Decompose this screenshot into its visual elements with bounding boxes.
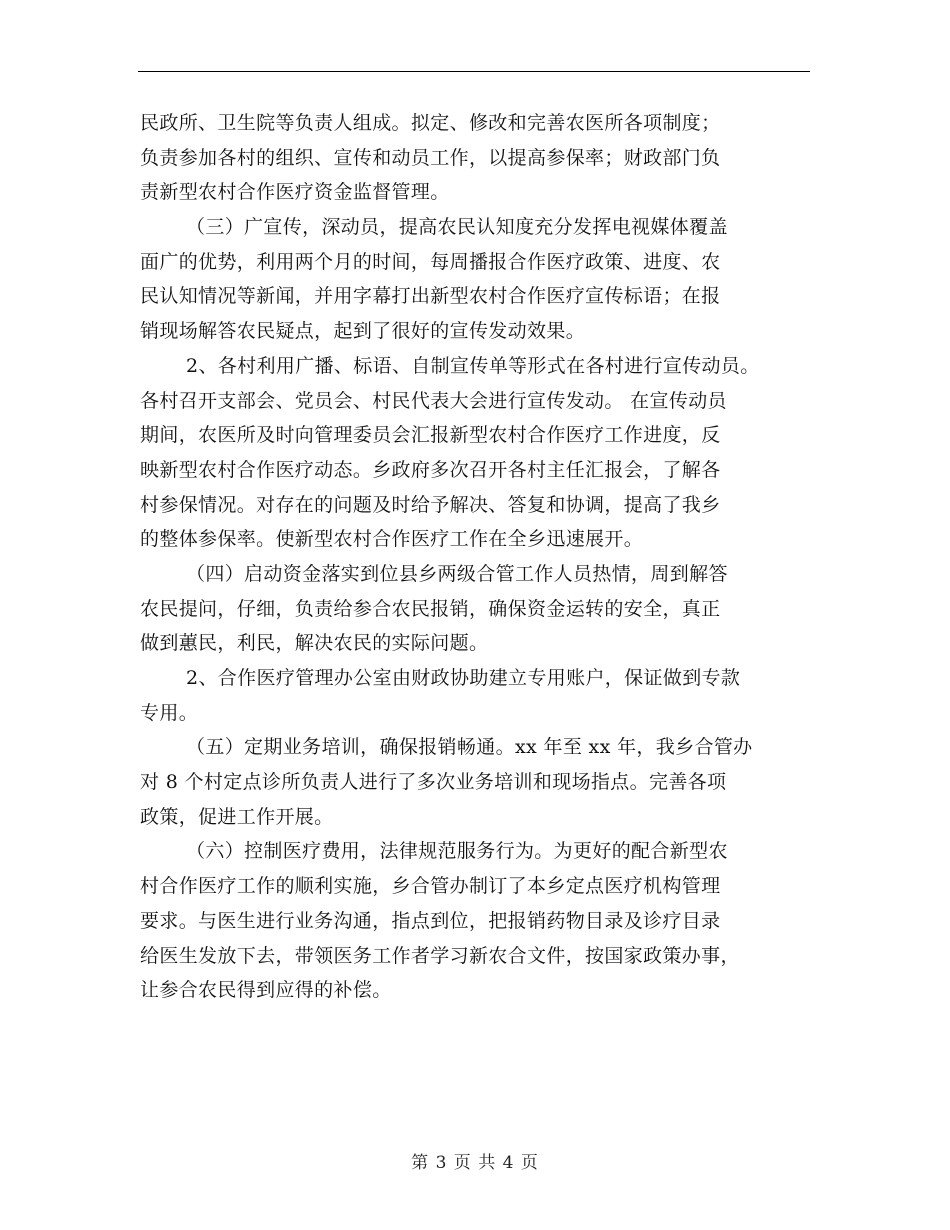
text-line: 期间，农医所及时向管理委员会汇报新型农村合作医疗工作进度，反 — [140, 424, 721, 447]
text-line: 让参合农民得到应得的补偿。 — [140, 979, 392, 1002]
text-line: 专用。 — [140, 701, 199, 724]
text-line: 各村召开支部会、党员会、村民代表大会进行宣传发动。 在宣传动员 — [140, 389, 727, 412]
text-line: 面广的优势，利用两个月的时间，每周播报合作医疗政策、进度、农 — [140, 250, 721, 273]
text-line: 负责参加各村的组织、宣传和动员工作，以提高参保率；财政部门负 — [140, 146, 721, 169]
text-line: （四）启动资金落实到位县乡两级合管工作人员热情，周到解答 — [186, 562, 728, 585]
text-line: 给医生发放下去，带领医务工作者学习新农合文件，按国家政策办事， — [140, 944, 740, 967]
text-line: 要求。与医生进行业务沟通，指点到位，把报销药物目录及诊疗目录 — [140, 909, 721, 932]
text-line: 对 8 个村定点诊所负责人进行了多次业务培训和现场指点。完善各项 — [140, 771, 727, 794]
text-line: 的整体参保率。使新型农村合作医疗工作在全乡迅速展开。 — [140, 528, 644, 551]
header-rule — [138, 71, 810, 72]
text-line: 映新型农村合作医疗动态。乡政府多次召开各村主任汇报会，了解各 — [140, 458, 721, 481]
text-line: 2、合作医疗管理办公室由财政协助建立专用账户，保证做到专款 — [186, 667, 741, 689]
text-line: （五）定期业务培训，确保报销畅通。xx 年至 xx 年，我乡合管办 — [186, 736, 753, 759]
text-line: 销现场解答农民疑点，起到了很好的宣传发动效果。 — [140, 320, 586, 343]
text-line: 做到蕙民，利民，解决农民的实际问题。 — [140, 632, 489, 655]
text-line: 村合作医疗工作的顺利实施，乡合管办制订了本乡定点医疗机构管理 — [140, 875, 721, 898]
text-line: 农民提问，仔细，负责给参合农民报销，确保资金运转的安全，真正 — [140, 597, 721, 620]
text-line: 村参保情况。对存在的问题及时给予解决、答复和协调，提高了我乡 — [140, 493, 721, 516]
document-body — [140, 106, 820, 1008]
text-line: 民认知情况等新闻，并用字幕打出新型农村合作医疗宣传标语；在报 — [140, 285, 721, 308]
text-line: 政策，促进工作开展。 — [140, 805, 334, 828]
text-line: 责新型农村合作医疗资金监督管理。 — [140, 181, 450, 204]
text-line: （三）广宣传，深动员，提高农民认知度充分发挥电视媒体覆盖 — [186, 216, 728, 239]
text-line: 民政所、卫生院等负责人组成。拟定、修改和完善农医所各项制度； — [140, 112, 721, 134]
page-footer: 第 3 页 共 4 页 — [411, 1153, 539, 1173]
text-line: 2、各村利用广播、标语、自制宣传单等形式在各村进行宣传动员。 — [186, 354, 760, 377]
text-line: （六）控制医疗费用，法律规范服务行为。为更好的配合新型农 — [186, 840, 728, 863]
